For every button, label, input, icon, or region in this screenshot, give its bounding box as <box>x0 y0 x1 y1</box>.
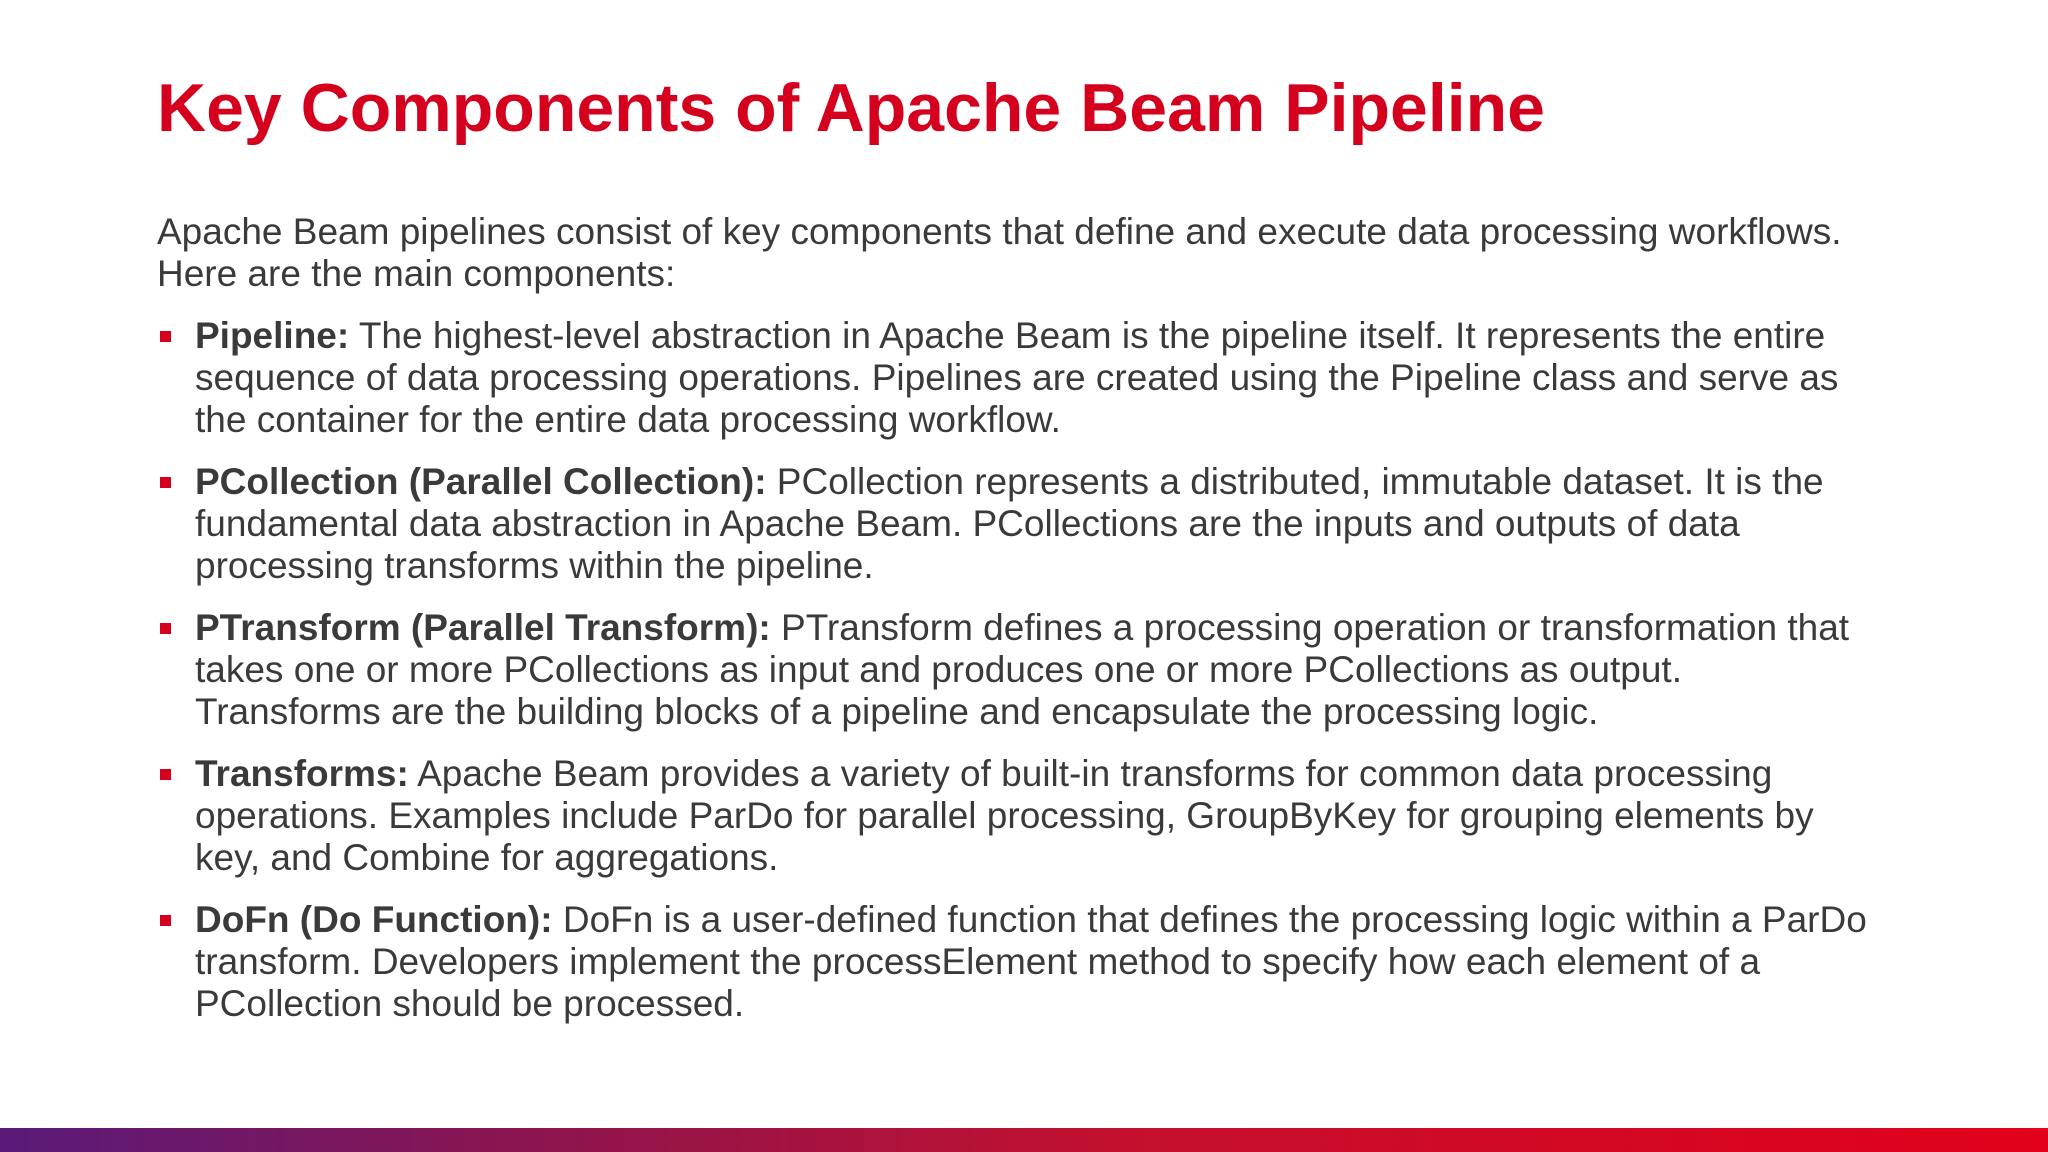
square-bullet-icon <box>160 477 171 488</box>
footer-gradient-bar <box>0 1128 2048 1152</box>
list-item <box>157 899 1877 1025</box>
bullet-term: PTransform (Parallel Transform): <box>195 607 771 648</box>
list-item <box>157 753 1877 879</box>
square-bullet-icon <box>160 331 171 342</box>
bullet-text: PCollection represents a distributed, immutable dataset. It is the fundamental data abstraction in Apache Beam. PCollections are the inputs and outputs of data processing transforms within the pipeline. <box>195 461 1824 586</box>
bullet-term: PCollection (Parallel Collection): <box>195 461 767 502</box>
list-item <box>157 461 1877 587</box>
bullet-term: Pipeline: <box>195 315 350 356</box>
bullet-term: Transforms: <box>195 753 409 794</box>
bullet-text: The highest-level abstraction in Apache Beam is the pipeline itself. It represents the entire sequence of data processing operations. Pipelines are created using the Pipeline class and serve as the container for the entire data processing workflow. <box>195 315 1839 440</box>
bullet-text: DoFn is a user-defined function that defines the processing logic within a ParDo transform. Developers implement the processElement method to specify how each element of a PCollection should be processed. <box>195 899 1867 1024</box>
bullet-term: DoFn (Do Function): <box>195 899 553 940</box>
component-list <box>157 315 1877 1045</box>
bullet-text: PTransform defines a processing operation or transformation that takes one or more PCollections as input and produces one or more PCollections as output. Transforms are the building blocks of a pipeline and encapsulate the processing logic. <box>195 607 1850 732</box>
square-bullet-icon <box>160 915 171 926</box>
intro-paragraph: Apache Beam pipelines consist of key components that define and execute data processing workflows. Here are the main components: <box>157 211 1842 294</box>
list-item <box>157 607 1877 733</box>
square-bullet-icon <box>160 623 171 634</box>
square-bullet-icon <box>160 769 171 780</box>
slide-title: Key Components of Apache Beam Pipeline <box>157 70 1545 146</box>
list-item <box>157 315 1877 441</box>
bullet-text: Apache Beam provides a variety of built-in transforms for common data processing operations. Examples include ParDo for parallel processing, GroupByKey for grouping elements by key, and Combine for aggregations. <box>195 753 1814 878</box>
